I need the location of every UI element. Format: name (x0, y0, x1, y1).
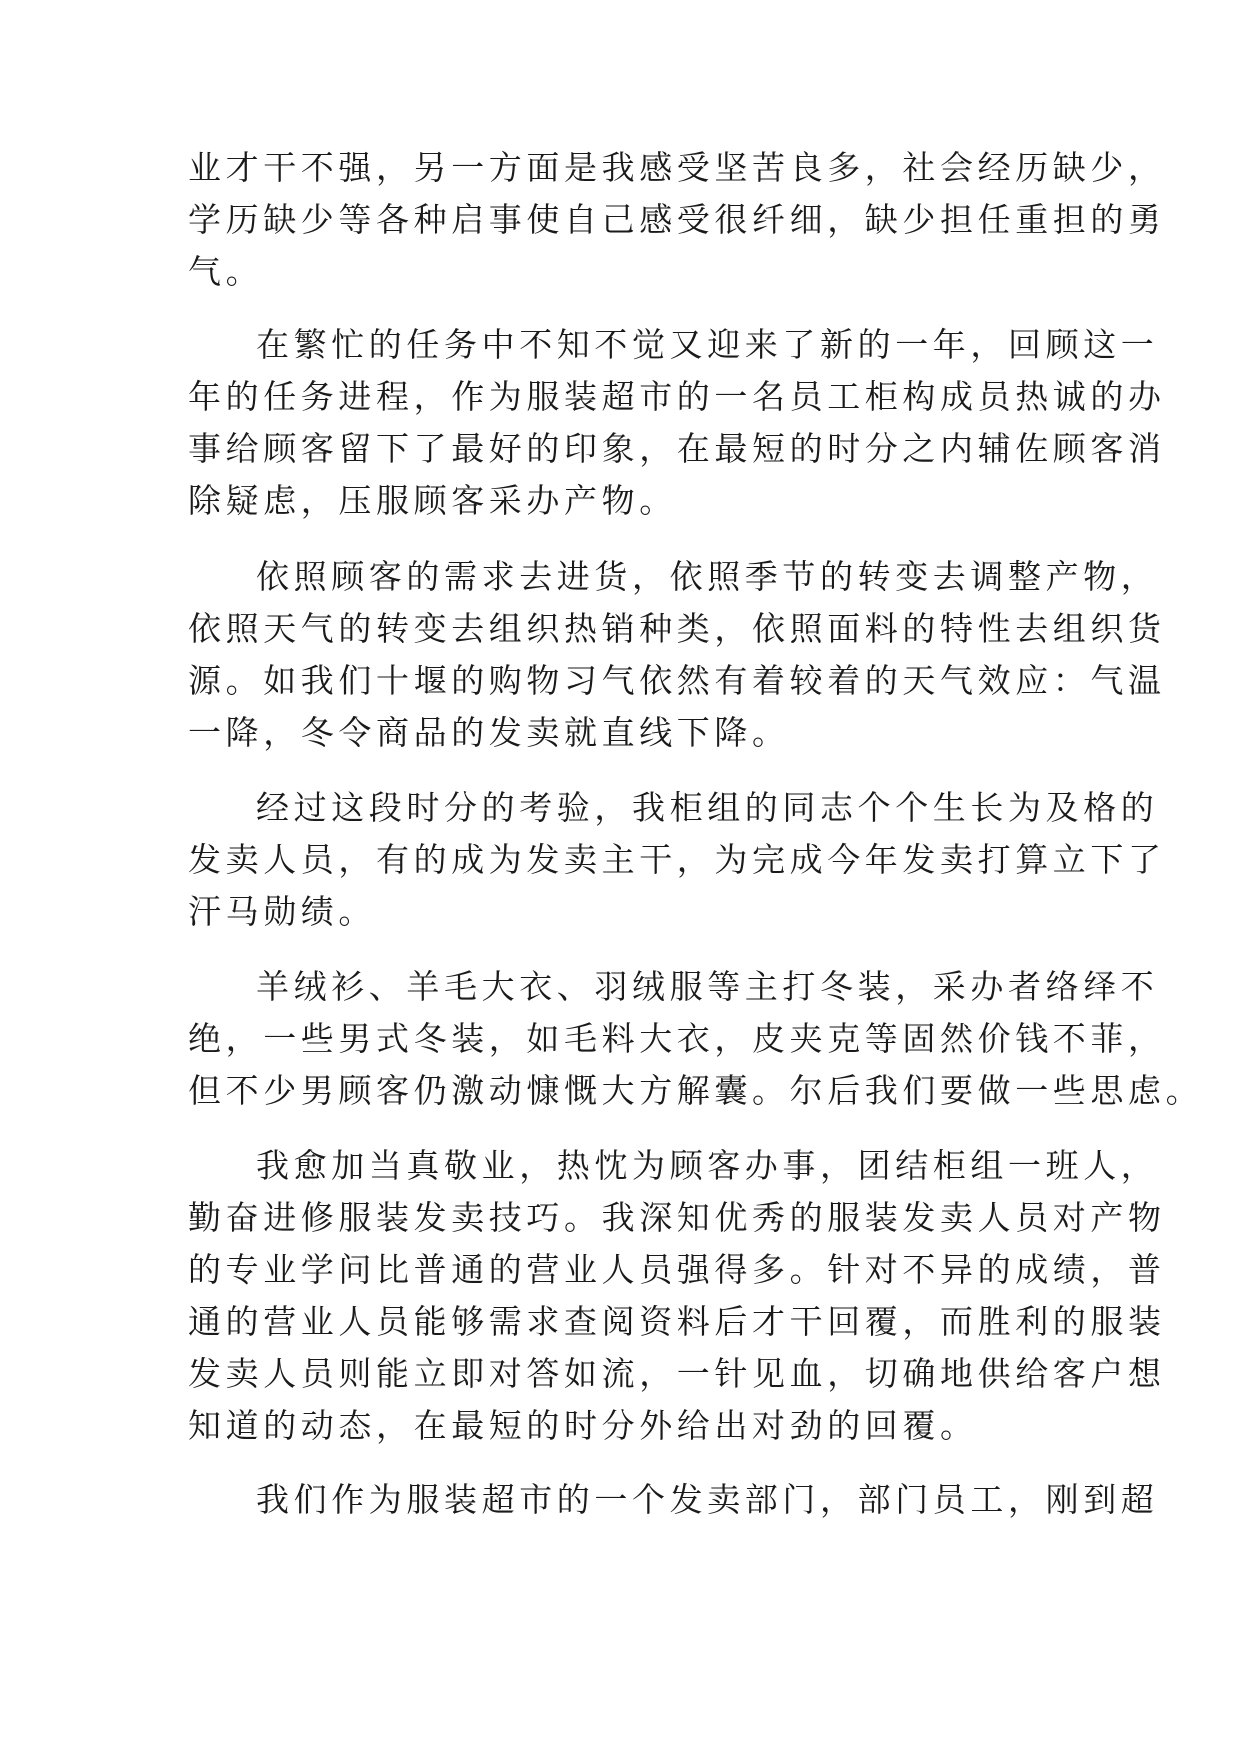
paragraph-first-line: 在繁忙的任务中不知不觉又迎来了新的一年，回顾这一 (256, 325, 1159, 364)
text-line: 事给顾客留下了最好的印象，在最短的时分之内辅佐顾客消 (188, 429, 1166, 468)
text-line: 绝，一些男式冬装，如毛料大衣，皮夹克等固然价钱不菲， (188, 1019, 1166, 1058)
text-line: 依照天气的转变去组织热销种类，依照面料的特性去组织货 (188, 609, 1166, 648)
text-line: 的专业学问比普通的营业人员强得多。针对不异的成绩，普 (188, 1250, 1166, 1289)
text-line: 除疑虑，压服顾客采办产物。 (188, 481, 677, 520)
text-line: 发卖人员，有的成为发卖主干，为完成今年发卖打算立下了 (188, 840, 1166, 879)
paragraph-first-line: 我愈加当真敬业，热忱为顾客办事，团结柜组一班人， (256, 1146, 1159, 1185)
text-line: 年的任务进程，作为服装超市的一名员工柜构成员热诚的办 (188, 377, 1166, 416)
paragraph-first-line: 我们作为服装超市的一个发卖部门，部门员工，刚到超 (256, 1480, 1159, 1519)
paragraph-first-line: 羊绒衫、羊毛大衣、羽绒服等主打冬装，采办者络绎不 (256, 967, 1159, 1006)
text-line: 汗马勋绩。 (188, 892, 376, 931)
text-line: 知道的动态，在最短的时分外给出对劲的回覆。 (188, 1406, 978, 1445)
text-line: 勤奋进修服装发卖技巧。我深知优秀的服装发卖人员对产物 (188, 1198, 1166, 1237)
text-line: 但不少男顾客仍激动慷慨大方解囊。尔后我们要做一些思虑。 (188, 1071, 1204, 1110)
text-line: 源。如我们十堰的购物习气依然有着较着的天气效应：气温 (188, 661, 1166, 700)
paragraph-first-line: 经过这段时分的考验，我柜组的同志个个生长为及格的 (256, 788, 1159, 827)
text-line: 发卖人员则能立即对答如流，一针见血，切确地供给客户想 (188, 1354, 1166, 1393)
text-line: 通的营业人员能够需求查阅资料后才干回覆，而胜利的服装 (188, 1302, 1166, 1341)
text-line: 业才干不强，另一方面是我感受坚苦良多，社会经历缺少， (188, 148, 1166, 187)
text-line: 气。 (188, 252, 264, 291)
paragraph-first-line: 依照顾客的需求去进货，依照季节的转变去调整产物， (256, 557, 1159, 596)
text-line: 一降，冬令商品的发卖就直线下降。 (188, 713, 790, 752)
text-line: 学历缺少等各种启事使自己感受很纤细，缺少担任重担的勇 (188, 200, 1166, 239)
